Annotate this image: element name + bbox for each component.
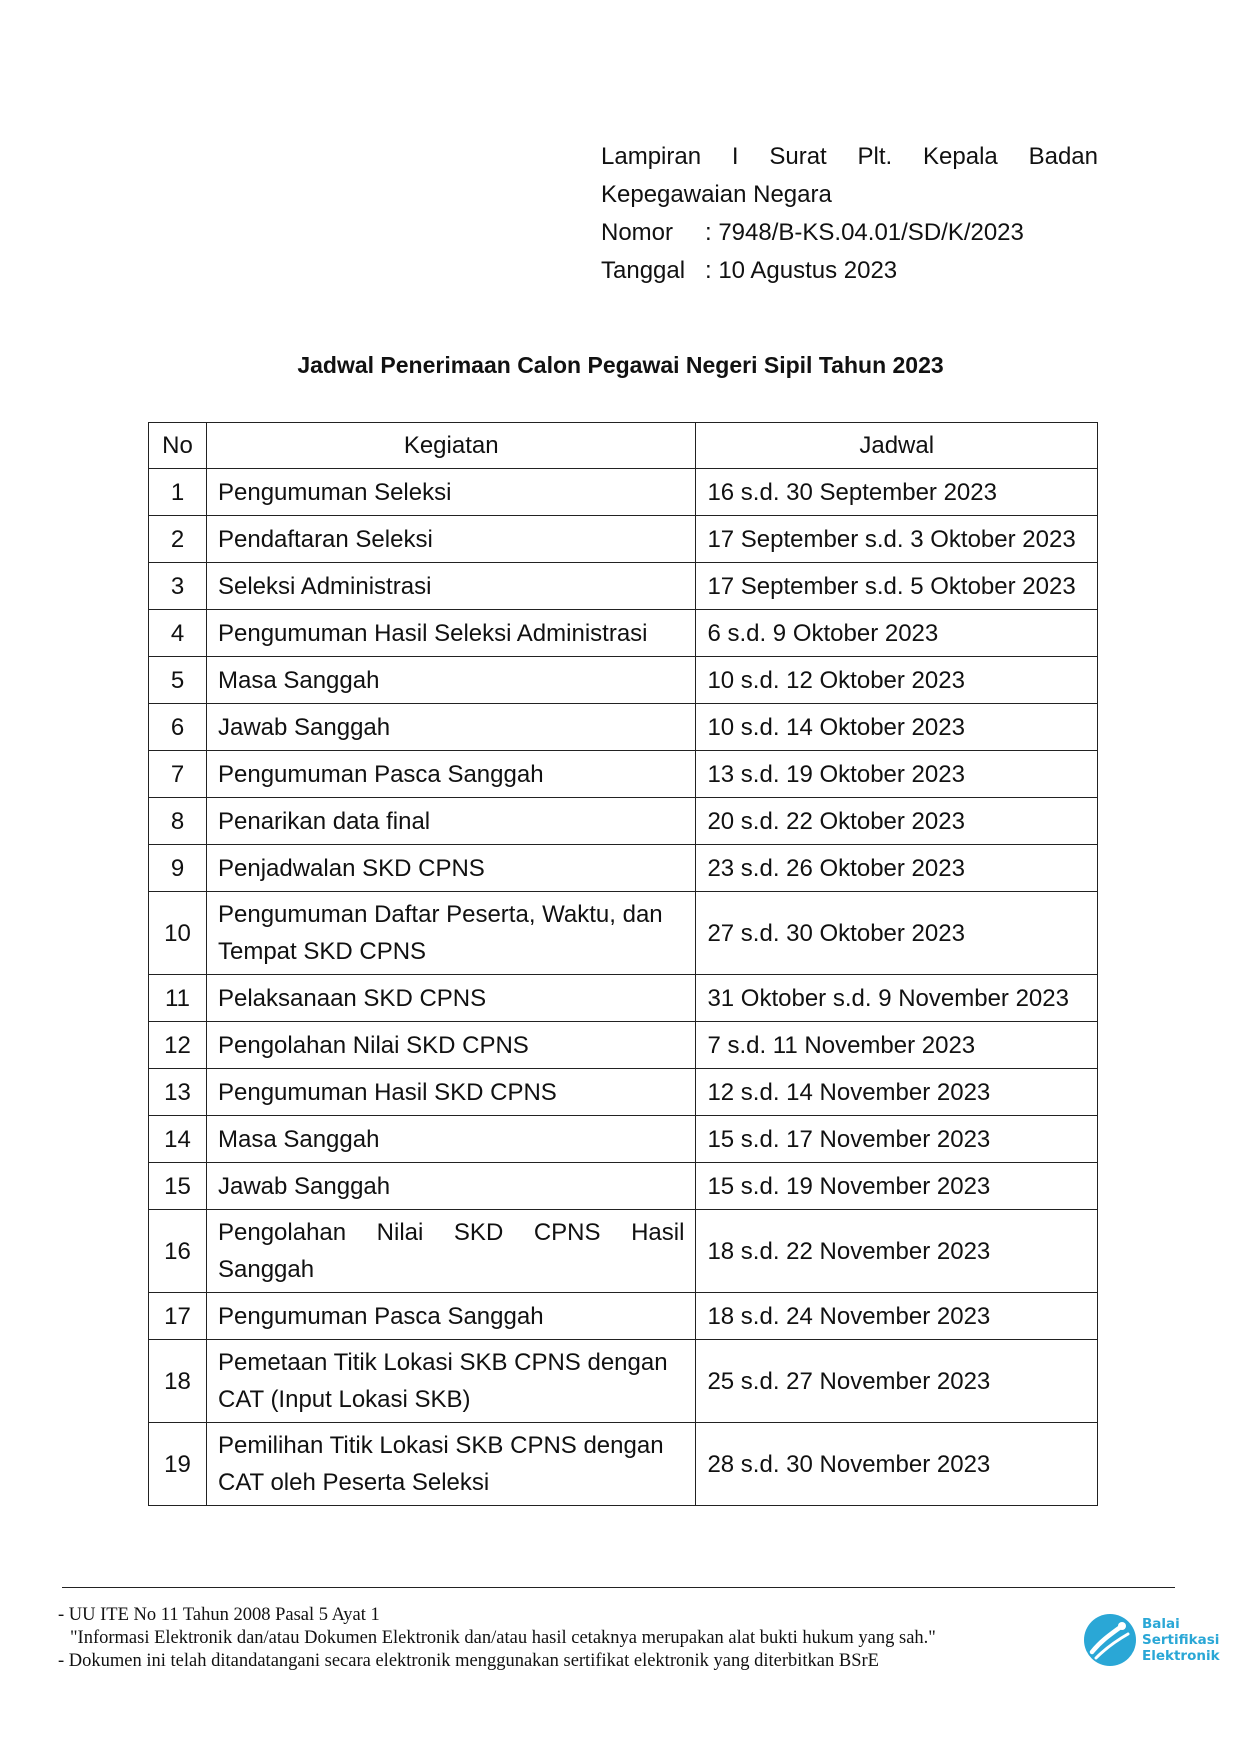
table-row (149, 751, 1098, 798)
table-row (149, 704, 1098, 751)
bsre-logo-text (1142, 1616, 1220, 1664)
row-no: 19 (149, 1423, 207, 1506)
nomor-row (601, 214, 1098, 252)
row-no: 13 (149, 1069, 207, 1116)
row-jadwal: 18 s.d. 22 November 2023 (696, 1210, 1098, 1293)
attachment-header (601, 138, 1098, 290)
table-row (149, 563, 1098, 610)
row-no: 7 (149, 751, 207, 798)
row-no: 1 (149, 469, 207, 516)
row-no: 10 (149, 892, 207, 975)
row-no: 12 (149, 1022, 207, 1069)
row-kegiatan: Pemilihan Titik Lokasi SKB CPNS dengan CAT oleh Peserta Seleksi (206, 1423, 695, 1506)
document-title: Jadwal Penerimaan Calon Pegawai Negeri Sipil Tahun 2023 (297, 352, 944, 378)
table-row (149, 469, 1098, 516)
row-jadwal: 31 Oktober s.d. 9 November 2023 (696, 975, 1098, 1022)
table-row (149, 1163, 1098, 1210)
header-no: No (149, 423, 207, 469)
row-kegiatan: Penarikan data final (206, 798, 695, 845)
table-row (149, 516, 1098, 563)
bsre-logo-line-1: Balai (1142, 1616, 1180, 1632)
table-row (149, 657, 1098, 704)
table-row (149, 892, 1098, 975)
row-jadwal: 13 s.d. 19 Oktober 2023 (696, 751, 1098, 798)
row-jadwal: 15 s.d. 17 November 2023 (696, 1116, 1098, 1163)
footer-divider (62, 1587, 1175, 1588)
row-jadwal: 17 September s.d. 5 Oktober 2023 (696, 563, 1098, 610)
row-kegiatan: Jawab Sanggah (206, 1163, 695, 1210)
footer-line-3: - Dokumen ini telah ditandatangani secara elektronik menggunakan sertifikat elektronik yang diterbitkan BSrE (58, 1651, 879, 1671)
row-kegiatan: Penjadwalan SKD CPNS (206, 845, 695, 892)
table-row (149, 1069, 1098, 1116)
row-jadwal: 10 s.d. 12 Oktober 2023 (696, 657, 1098, 704)
row-kegiatan: Pendaftaran Seleksi (206, 516, 695, 563)
row-jadwal: 16 s.d. 30 September 2023 (696, 469, 1098, 516)
row-kegiatan: Pemetaan Titik Lokasi SKB CPNS dengan CAT (Input Lokasi SKB) (206, 1340, 695, 1423)
bsre-logo-line-3: Elektronik (1142, 1648, 1220, 1664)
table-row (149, 975, 1098, 1022)
schedule-table (148, 422, 1098, 1506)
table-row (149, 1293, 1098, 1340)
table-header-row (149, 423, 1098, 469)
row-kegiatan: Masa Sanggah (206, 657, 695, 704)
row-no: 15 (149, 1163, 207, 1210)
row-jadwal: 23 s.d. 26 Oktober 2023 (696, 845, 1098, 892)
tanggal-label: Tanggal (601, 257, 686, 284)
row-jadwal: 27 s.d. 30 Oktober 2023 (696, 892, 1098, 975)
row-no: 4 (149, 610, 207, 657)
table-row (149, 1210, 1098, 1293)
row-kegiatan: Pengolahan Nilai SKD CPNS (206, 1022, 695, 1069)
row-kegiatan: Masa Sanggah (206, 1116, 695, 1163)
header-line-2: Kepegawaian Negara (601, 181, 832, 208)
row-jadwal: 10 s.d. 14 Oktober 2023 (696, 704, 1098, 751)
row-jadwal: 7 s.d. 11 November 2023 (696, 1022, 1098, 1069)
row-no: 5 (149, 657, 207, 704)
bsre-emblem-icon (1082, 1612, 1138, 1668)
row-kegiatan: Pengumuman Hasil Seleksi Administrasi (206, 610, 695, 657)
nomor-label: Nomor (601, 219, 674, 246)
table-row (149, 845, 1098, 892)
row-jadwal: 28 s.d. 30 November 2023 (696, 1423, 1098, 1506)
table-row (149, 1340, 1098, 1423)
header-kegiatan: Kegiatan (206, 423, 695, 469)
row-jadwal: 17 September s.d. 3 Oktober 2023 (696, 516, 1098, 563)
row-kegiatan: Pengumuman Daftar Peserta, Waktu, dan Tempat SKD CPNS (206, 892, 695, 975)
row-jadwal: 25 s.d. 27 November 2023 (696, 1340, 1098, 1423)
bsre-logo (1082, 1612, 1230, 1668)
table-row (149, 1022, 1098, 1069)
row-jadwal: 6 s.d. 9 Oktober 2023 (696, 610, 1098, 657)
row-kegiatan: Seleksi Administrasi (206, 563, 695, 610)
row-kegiatan: Pengumuman Hasil SKD CPNS (206, 1069, 695, 1116)
row-kegiatan: Pengumuman Pasca Sanggah (206, 1293, 695, 1340)
row-jadwal: 18 s.d. 24 November 2023 (696, 1293, 1098, 1340)
row-kegiatan: Jawab Sanggah (206, 704, 695, 751)
footer-line-1: - UU ITE No 11 Tahun 2008 Pasal 5 Ayat 1 (58, 1605, 380, 1625)
row-no: 14 (149, 1116, 207, 1163)
table-row (149, 610, 1098, 657)
row-no: 16 (149, 1210, 207, 1293)
row-no: 9 (149, 845, 207, 892)
row-jadwal: 15 s.d. 19 November 2023 (696, 1163, 1098, 1210)
row-no: 8 (149, 798, 207, 845)
table-row (149, 1116, 1098, 1163)
header-jadwal: Jadwal (696, 423, 1098, 469)
row-kegiatan: Pengumuman Pasca Sanggah (206, 751, 695, 798)
tanggal-value: : 10 Agustus 2023 (705, 257, 898, 284)
row-kegiatan: Pengolahan Nilai SKD CPNS Hasil Sanggah (206, 1210, 695, 1293)
nomor-value: : 7948/B-KS.04.01/SD/K/2023 (705, 219, 1024, 246)
row-no: 18 (149, 1340, 207, 1423)
table-row (149, 1423, 1098, 1506)
footer-line-2: "Informasi Elektronik dan/atau Dokumen Elektronik dan/atau hasil cetaknya merupakan alat bukti hukum yang sah." (70, 1628, 936, 1648)
header-line-1: Lampiran I Surat Plt. Kepala Badan (601, 143, 1098, 170)
footer-notes (58, 1604, 1068, 1673)
row-no: 3 (149, 563, 207, 610)
bsre-logo-line-2: Sertifikasi (1142, 1632, 1220, 1648)
row-no: 17 (149, 1293, 207, 1340)
row-kegiatan: Pelaksanaan SKD CPNS (206, 975, 695, 1022)
row-no: 6 (149, 704, 207, 751)
row-no: 11 (149, 975, 207, 1022)
row-jadwal: 20 s.d. 22 Oktober 2023 (696, 798, 1098, 845)
row-kegiatan: Pengumuman Seleksi (206, 469, 695, 516)
tanggal-row (601, 252, 1098, 290)
row-no: 2 (149, 516, 207, 563)
row-jadwal: 12 s.d. 14 November 2023 (696, 1069, 1098, 1116)
table-row (149, 798, 1098, 845)
